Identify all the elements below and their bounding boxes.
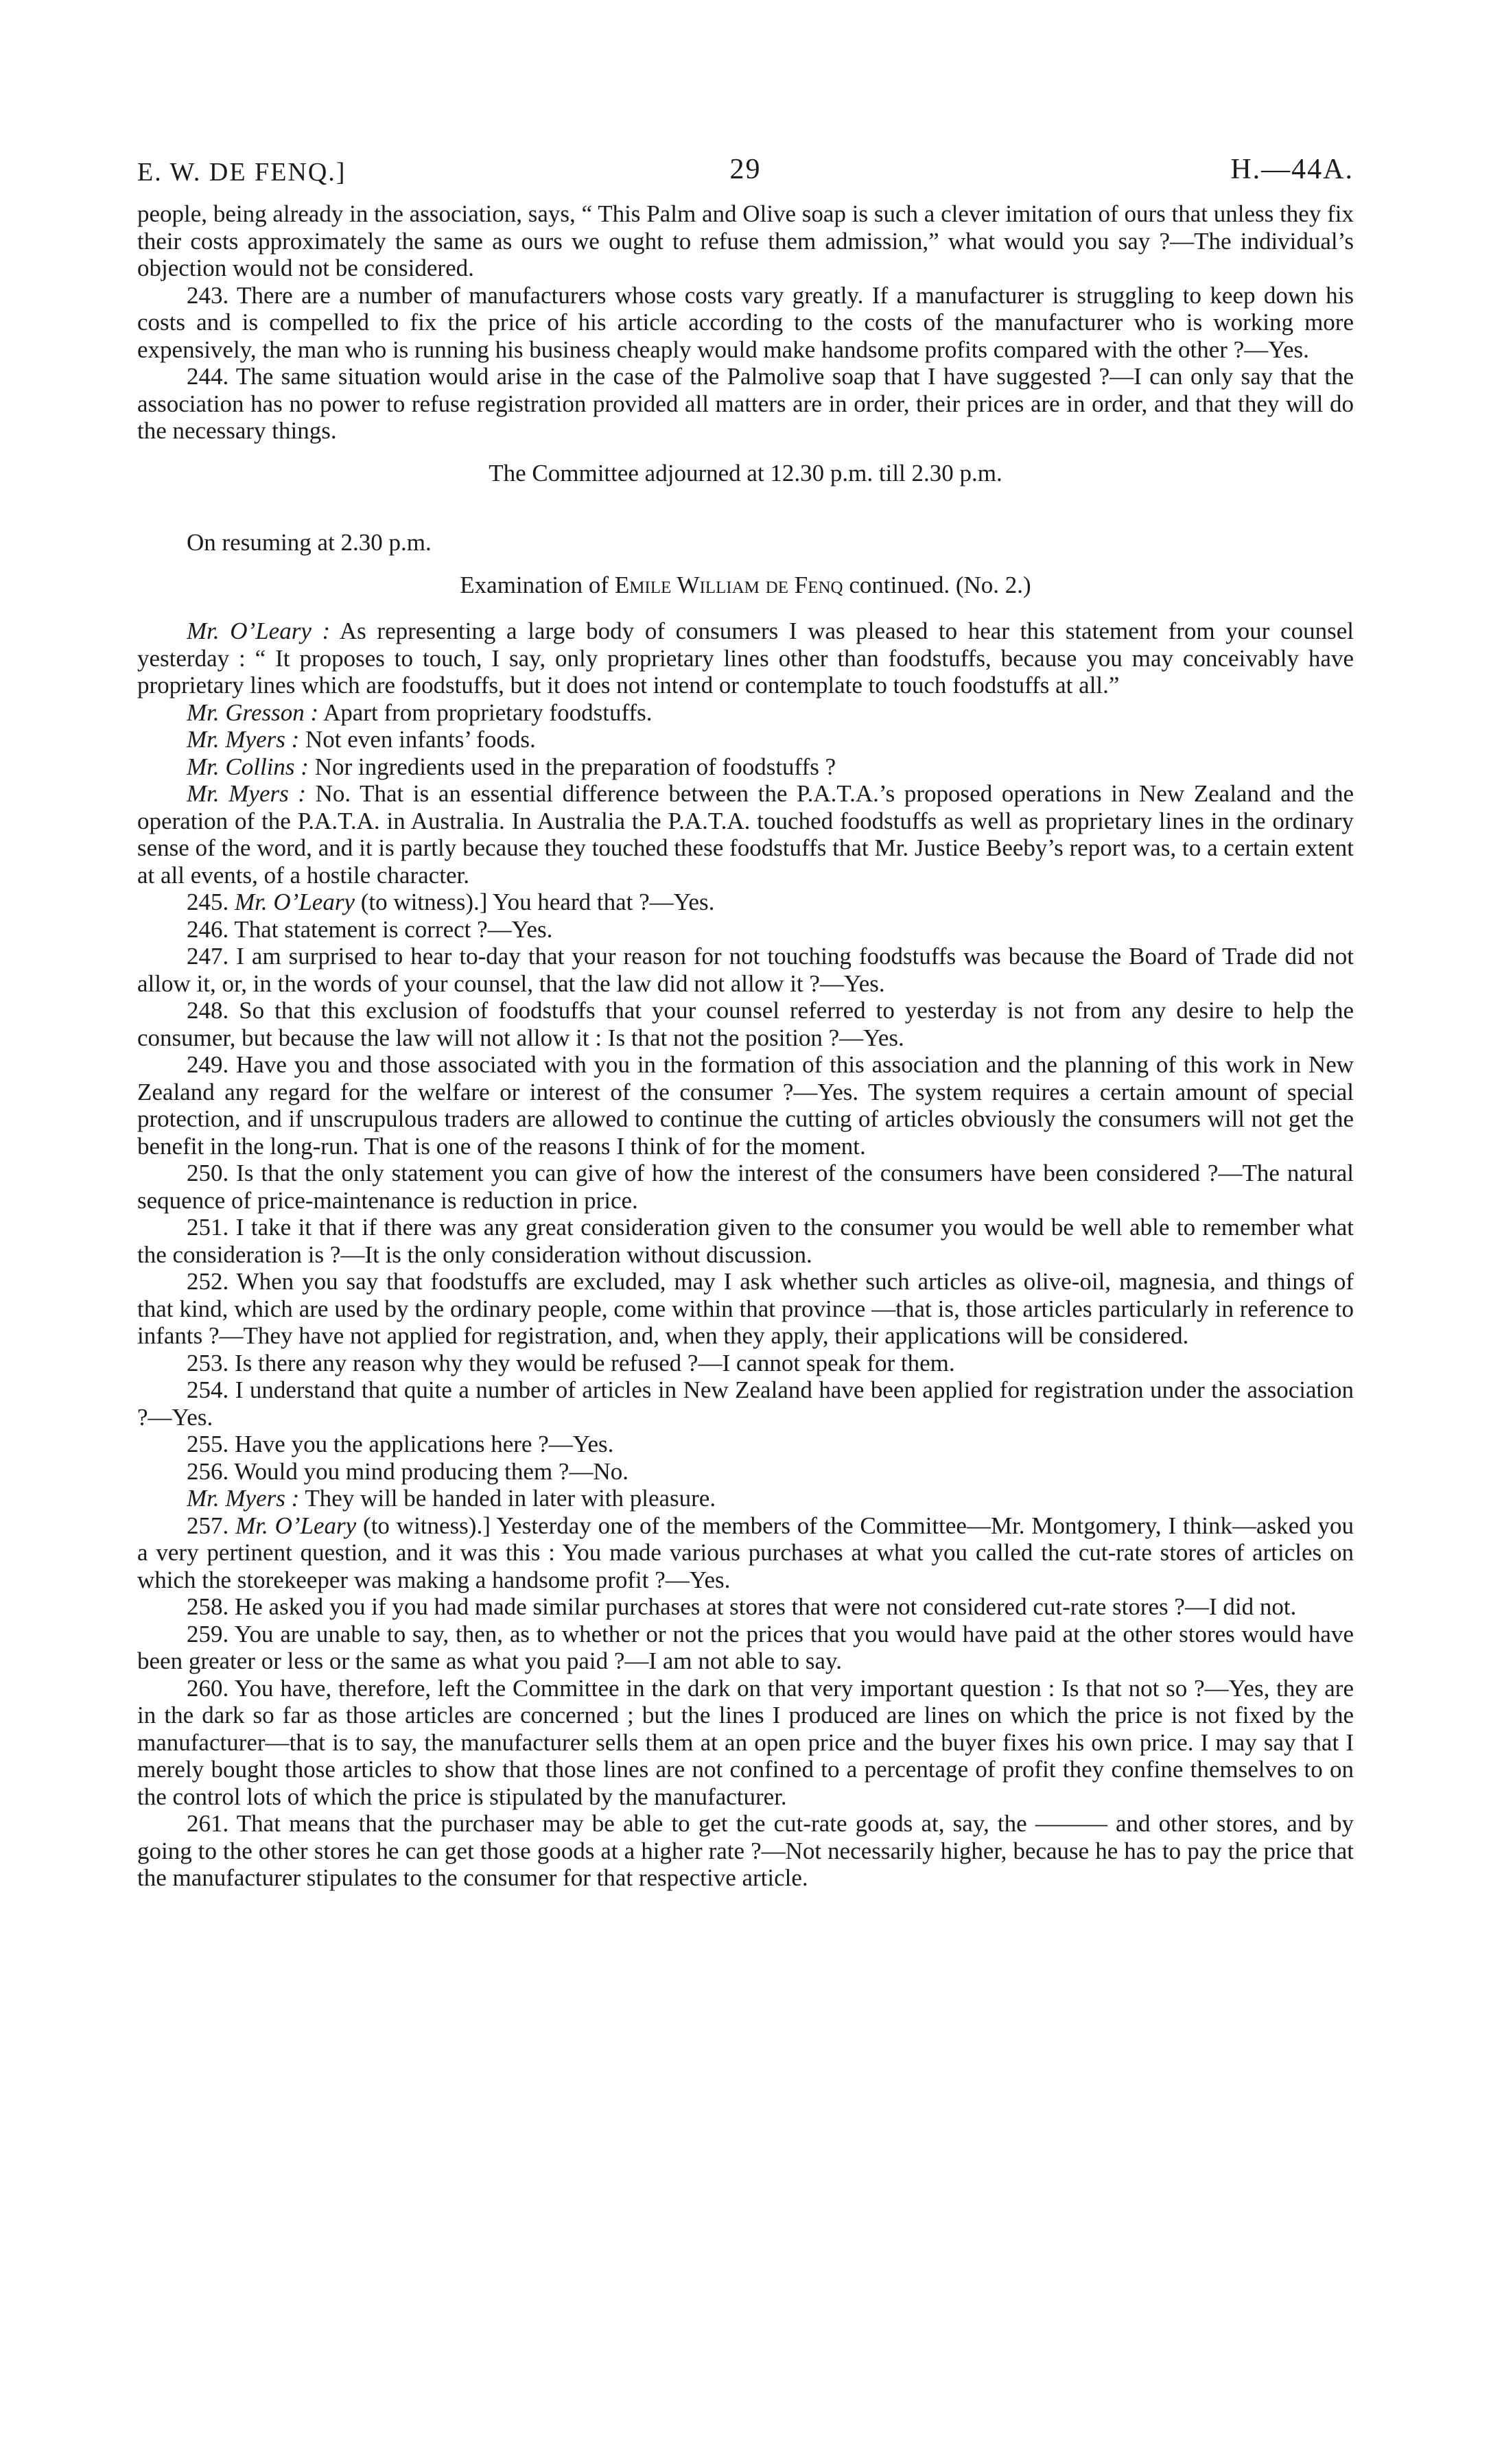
statement-oleary [137, 618, 1354, 699]
statement-text: No. That is an essential difference between the P.A.T.A.’s proposed operations in New Zealand and the operation of the P.A.T.A. in Australia. In Australia the P.A.T.A. touched foodstuffs as well as proprietary lines in the ordinary sense of the word, and it is partly because they touched these foodstuffs that Mr. Justice Beeby’s report was, to a certain extent at all events, of a hostile character. [137, 780, 1354, 889]
statement-myers [137, 780, 1354, 889]
paragraph-257 [137, 1512, 1354, 1594]
statement-gresson [137, 699, 1354, 727]
paragraph-255: 255. Have you the applications here ?—Yes. [187, 1431, 614, 1457]
paragraph-248: 248. So that this exclusion of foodstuffs that your counsel referred to yesterday is not from any desire to help the consumer, but because the law will not allow it : Is that not the position ?—Yes. [137, 997, 1354, 1051]
spacer [137, 486, 1354, 529]
question-text: (to witness).] Yesterday one of the members of the Committee—Mr. Montgomery, I think—asked you a very pertinent question, and it was this : You made various purchases at what you called the cut-rate stores of articles on which the storekeeper was making a handsome profit ?—Yes. [137, 1512, 1354, 1593]
speaker-name: Mr. O’Leary [235, 1512, 357, 1539]
paragraph-254: 254. I understand that quite a number of articles in New Zealand have been applied for registration under the association ?—Yes. [137, 1376, 1354, 1431]
page-number: 29 [729, 154, 762, 185]
question-number: 245. [187, 889, 229, 915]
paragraph-continued: people, being already in the association, says, “ This Palm and Olive soap is such a clever imitation of ours that unless they fix their costs approximately the same as ours we ought to refuse them admission,” what would you say ?—The individual’s objection would not be considered. [137, 200, 1354, 281]
speaker-name: Mr. Gresson : [187, 699, 319, 726]
speaker-name: Mr. Myers : [187, 1485, 300, 1512]
statement-myers [137, 1485, 1354, 1512]
examination-heading [137, 572, 1354, 599]
paragraph-250: 250. Is that the only statement you can give of how the interest of the consumers have been considered ?—The natural sequence of price-maintenance is reduction in price. [137, 1160, 1354, 1214]
speaker-name: Mr. O’Leary : [187, 618, 331, 644]
statement-text: As representing a large body of consumers I was pleased to hear this statement from your counsel yesterday : “ It proposes to touch, I say, only proprietary lines other than foodstuffs, because you may conceivably have proprietary lines which are foodstuffs, but it does not intend or contemplate to touch foodstuffs at all.” [137, 618, 1354, 699]
statement-text: Apart from proprietary foodstuffs. [318, 699, 653, 726]
spacer [137, 445, 1354, 460]
speaker-name: Mr. Myers : [187, 726, 300, 753]
statement-text: They will be handed in later with pleasure. [299, 1485, 716, 1512]
witness-name: Emile William de Fenq [614, 571, 843, 598]
paragraph-246: 246. That statement is correct ?—Yes. [187, 915, 553, 943]
paragraph-245 [137, 889, 1354, 916]
paragraph-243: 243. There are a number of manufacturers whose costs vary greatly. If a manufacturer is struggling to keep down his costs and is compelled to fix the price of his article according to the costs of the manufacturer who is working more expensively, the man who is running his business cheaply would make handsome profits compared with the other ?—Yes. [137, 281, 1354, 363]
resuming-note: On resuming at 2.30 p.m. [187, 529, 432, 556]
statement-text: Nor ingredients used in the preparation of foodstuffs ? [308, 753, 836, 780]
paragraph-252: 252. When you say that foodstuffs are excluded, may I ask whether such articles as olive-oil, magnesia, and things of that kind, which are used by the ordinary people, come within that province —that is, those articles particularly in reference to infants ?—They have not applied for registration, and, when they apply, their applications will be considered. [137, 1268, 1354, 1349]
paragraph-258: 258. He asked you if you had made similar purchases at stores that were not considered cut-rate stores ?—I did not. [187, 1593, 1297, 1620]
paragraph-260: 260. You have, therefore, left the Committee in the dark on that very important question : Is that not so ?—Yes, they are in the dark so far as those articles are concerned ; but the lines I produced are lines on which the price is not fixed by the manufacturer—that is to say, the manufacturer sells them at an open price and the buyer fixes his own price. I may say that I merely bought those articles to show that those lines are not confined to a percentage of profit they confine themselves to on the control lots of which the price is stipulated by the manufacturer. [137, 1674, 1354, 1810]
speaker-name: Mr. Collins : [187, 753, 309, 780]
examination-suffix: continued. (No. 2.) [849, 571, 1031, 598]
spacer [137, 556, 1354, 572]
paragraph-253: 253. Is there any reason why they would be refused ?—I cannot speak for them. [187, 1349, 955, 1376]
spacer [137, 598, 1354, 618]
statement-myers [137, 726, 1354, 753]
page-header [137, 154, 1354, 200]
paragraph-247: 247. I am surprised to hear to-day that your reason for not touching foodstuffs was because the Board of Trade did not allow it, or, in the words of your counsel, that the law did not allow it ?—Yes. [137, 943, 1354, 997]
paragraph-256: 256. Would you mind producing them ?—No. [187, 1457, 629, 1485]
document-reference: H.—44A. [1230, 154, 1354, 185]
examination-prefix: Examination of [460, 571, 609, 598]
header-witness: E. W. DE FENQ.] [137, 158, 347, 187]
paragraph-244: 244. The same situation would arise in the case of the Palmolive soap that I have suggested ?—I can only say that the association has no power to refuse registration provided all matters are in order, their prices are in order, and that they will do the necessary things. [137, 363, 1354, 444]
adjournment-note: The Committee adjourned at 12.30 p.m. till 2.30 p.m. [489, 459, 1002, 486]
paragraph-251: 251. I take it that if there was any great consideration given to the consumer you would be well able to remember what the consideration is ?—It is the only consideration without discussion. [137, 1214, 1354, 1268]
question-number: 257. [187, 1512, 229, 1539]
question-text: (to witness).] You heard that ?—Yes. [354, 889, 715, 915]
paragraph-259: 259. You are unable to say, then, as to whether or not the prices that you would have paid at the other stores would have been greater or less or the same as what you paid ?—I am not able to say. [137, 1620, 1354, 1674]
paragraph-261: 261. That means that the purchaser may be able to get the cut-rate goods at, say, the ——— and other stores, and by going to the other stores he can get those goods at a higher rate ?—Not necessarily higher, because he has to pay the price that the manufacturer stipulates to the consumer for that respective article. [137, 1810, 1354, 1891]
statement-text: Not even infants’ foods. [299, 726, 536, 753]
speaker-name: Mr. Myers : [187, 780, 306, 807]
document-body [137, 200, 1354, 1892]
statement-collins [137, 753, 1354, 781]
speaker-name: Mr. O’Leary [235, 889, 355, 915]
paragraph-249: 249. Have you and those associated with you in the formation of this association and the planning of this work in New Zealand any regard for the welfare or interest of the consumer ?—Yes. The system requires a certain amount of special protection, and if unscrupulous traders are allowed to continue the cutting of articles obviously the consumers will not get the benefit in the long-run. That is one of the reasons I think of for the moment. [137, 1051, 1354, 1160]
